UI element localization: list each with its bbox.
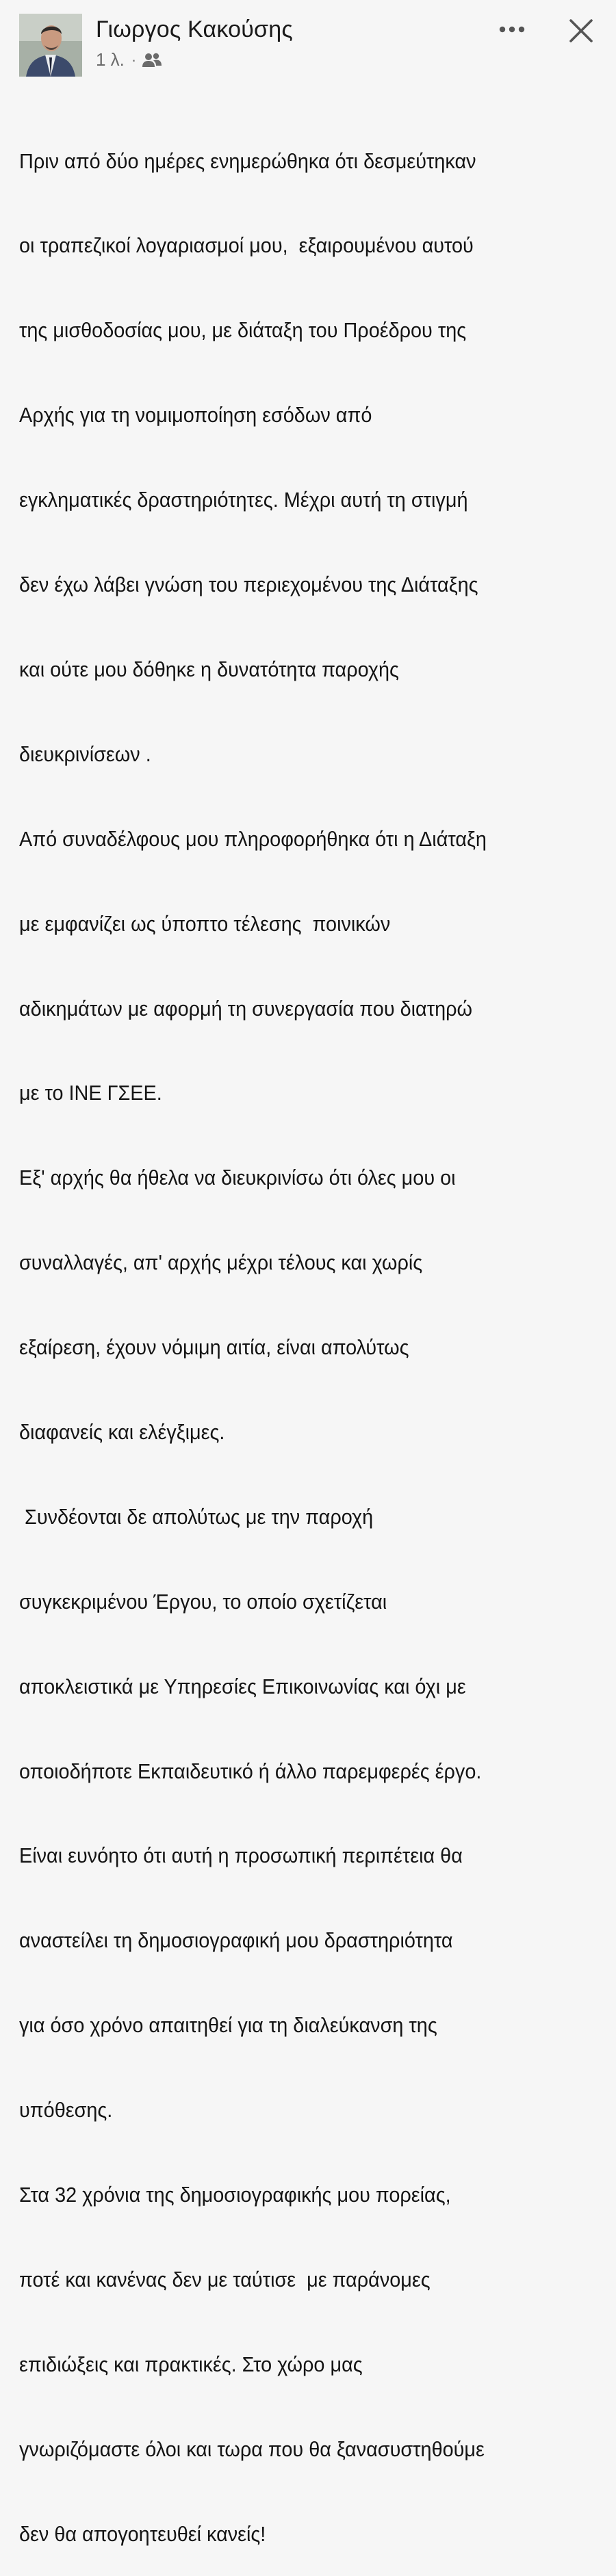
more-options-button[interactable]	[497, 19, 527, 40]
post-line: γνωριζόμαστε όλοι και τωρα που θα ξανασυστηθούμε	[19, 2436, 485, 2461]
post-line: με το ΙΝΕ ΓΣΕΕ.	[19, 1081, 162, 1105]
author-avatar[interactable]	[19, 14, 82, 77]
post-line: εξαίρεση, έχουν νόμιμη αιτία, είναι απολύτως	[19, 1335, 409, 1360]
author-name[interactable]: Γιωργος Κακούσης	[96, 16, 293, 42]
post-line: για όσο χρόνο απαιτηθεί για τη διαλεύκανση της	[19, 2013, 437, 2038]
post-line: Στα 32 χρόνια της δημοσιογραφικής μου πορείας,	[19, 2182, 451, 2207]
post-line: δεν έχω λάβει γνώση του περιεχομένου της Διάταξης	[19, 573, 478, 597]
friends-icon	[142, 52, 162, 68]
post-line: υπόθεσης.	[19, 2098, 113, 2122]
post-line: οποιοδήποτε Εκπαιδευτικό ή άλλο παρεμφερές έργο.	[19, 1759, 482, 1783]
post-line: της μισθοδοσίας μου, με διάταξη του Προέδρου της	[19, 318, 467, 343]
post-meta	[96, 49, 162, 70]
post-line: δεν θα απογοητευθεί κανείς!	[19, 2521, 266, 2546]
post-line: Συνδέονται δε απολύτως με την παροχή	[19, 1504, 374, 1529]
post-line: συγκεκριμένου Έργου, το οποίο σχετίζεται	[19, 1589, 387, 1614]
post-line: Πριν από δύο ημέρες ενημερώθηκα ότι δεσμεύτηκαν	[19, 148, 476, 173]
more-horizontal-icon	[497, 19, 527, 40]
post-line: εγκληματικές δραστηριότητες. Μέχρι αυτή τη στιγμή	[19, 488, 468, 512]
post-line: αποκλειστικά με Υπηρεσίες Επικοινωνίας και όχι με	[19, 1674, 466, 1698]
post-line: αδικημάτων με αφορμή τη συνεργασία που διατηρώ	[19, 996, 473, 1021]
post-line: επιδιώξεις και πρακτικές. Στο χώρο μας	[19, 2352, 363, 2376]
close-button[interactable]	[565, 15, 597, 47]
post-line: αναστείλει τη δημοσιογραφική μου δραστηριότητα	[19, 1928, 453, 1953]
post-line: ποτέ και κανένας δεν με ταύτισε με παράνομες	[19, 2267, 431, 2291]
avatar-photo-icon	[19, 14, 82, 77]
post-timestamp[interactable]: 1 λ.	[96, 49, 125, 70]
close-icon	[565, 15, 597, 47]
post-line: Αρχής για τη νομιμοποίηση εσόδων από	[19, 403, 372, 428]
post-line: Είναι ευνόητο ότι αυτή η προσωπική περιπέτεια θα	[19, 1843, 463, 1868]
post-line: και ούτε μου δόθηκε η δυνατότητα παροχής	[19, 657, 399, 681]
post-text	[19, 90, 567, 2576]
meta-separator: ·	[131, 51, 137, 68]
post-line: διευκρινίσεων .	[19, 741, 151, 766]
post-line: με εμφανίζει ως ύποπτο τέλεσης ποινικών	[19, 911, 391, 936]
post-line: Από συναδέλφους μου πληροφορήθηκα ότι η Διάταξη	[19, 826, 487, 851]
post-line: οι τραπεζικοί λογαριασμοί μου, εξαιρουμένου αυτού	[19, 233, 474, 258]
post-header	[0, 0, 616, 82]
post-line: διαφανείς και ελέγξιμες.	[19, 1419, 225, 1444]
post-line: συναλλαγές, απ' αρχής μέχρι τέλους και χωρίς	[19, 1250, 423, 1275]
post-line: Εξ' αρχής θα ήθελα να διευκρινίσω ότι όλες μου οι	[19, 1166, 456, 1190]
